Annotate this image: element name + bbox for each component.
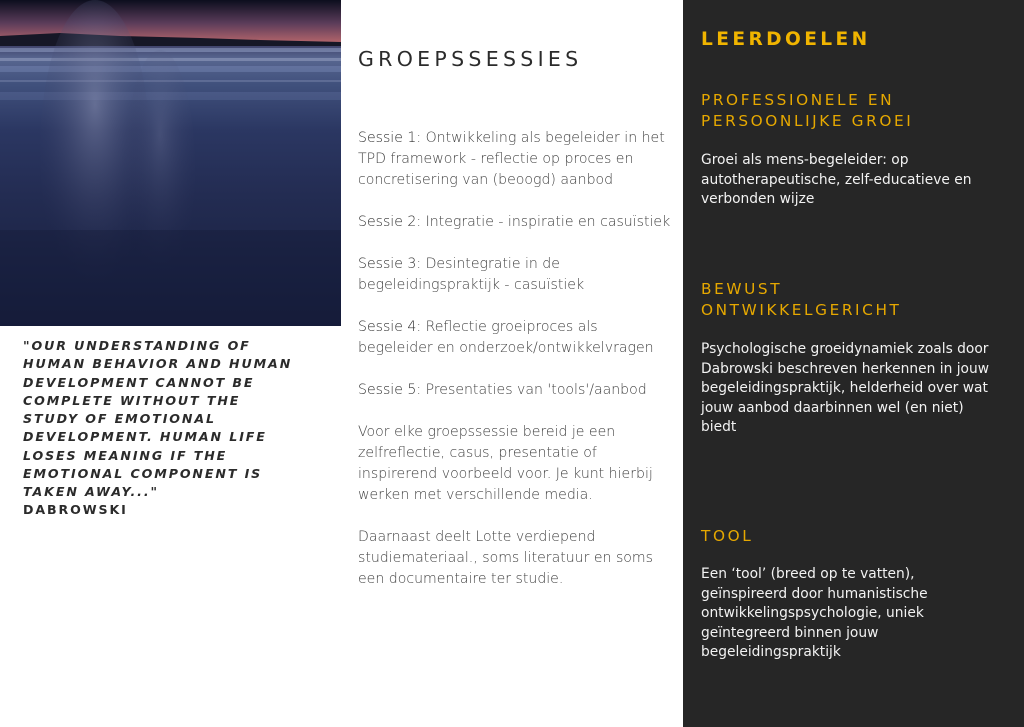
quote-author: DABROWSKI: [23, 502, 128, 517]
groepssessies-title: GROEPSSESSIES: [358, 47, 583, 71]
goal-heading-tool: TOOL: [701, 527, 754, 545]
goal-body-tool: Een ‘tool’ (breed op te vatten), geïnspireerd door humanistische ontwikkelingspsychologie, uniek geïntegreerd binnen jouw begeleidingspraktijk: [701, 566, 928, 661]
goal-body-growth: Groei als mens-begeleider: op autotherapeutische, zelf-educatieve en verbonden wijze: [701, 152, 972, 208]
study-material-paragraph: Daarnaast deelt Lotte verdiepend studiemateriaal., soms literatuur en soms een documentaire ter studie.: [358, 529, 653, 587]
goal-heading-growth: PROFESSIONELE EN PERSOONLIJKE GROEI: [701, 91, 914, 130]
leerdoelen-title: LEERDOELEN: [701, 29, 871, 50]
sessions-list: [358, 128, 672, 611]
session-item: Sessie 5: Presentaties van 'tools'/aanbod: [358, 382, 647, 398]
goal-body-development: Psychologische groeidynamiek zoals door Dabrowski beschreven herkennen in jouw begeleidingspraktijk, helderheid over wat jouw aanbod daarbinnen wel (en niet) biedt: [701, 341, 989, 436]
session-item: Sessie 1: Ontwikkeling als begeleider in het TPD framework - reflectie op proces en concretisering van (beoogd) aanbod: [358, 130, 665, 188]
preparation-paragraph: Voor elke groepssessie bereid je een zelfreflectie, casus, presentatie of inspirerend voorbeeld voor. Je kunt hierbij werken met verschillende media.: [358, 424, 653, 503]
seascape-photo: [0, 0, 341, 326]
session-item: Sessie 3: Desintegratie in de begeleidingspraktijk - casuïstiek: [358, 256, 585, 293]
session-item: Sessie 4: Reflectie groeiproces als begeleider en onderzoek/ontwikkelvragen: [358, 319, 654, 356]
goal-heading-development: BEWUST ONTWIKKELGERICHT: [701, 280, 902, 319]
photo-art: [0, 0, 341, 326]
session-item: Sessie 2: Integratie - inspiratie en casuïstiek: [358, 214, 671, 230]
dabrowski-quote: "OUR UNDERSTANDING OF HUMAN BEHAVIOR AND HUMAN DEVELOPMENT CANNOT BE COMPLETE WITHOUT THE STUDY OF EMOTIONAL DEVELOPMENT. HUMAN LIFE LOSES MEANING IF THE EMOTIONAL COMPONENT IS TAKEN AWAY...": [23, 338, 293, 500]
